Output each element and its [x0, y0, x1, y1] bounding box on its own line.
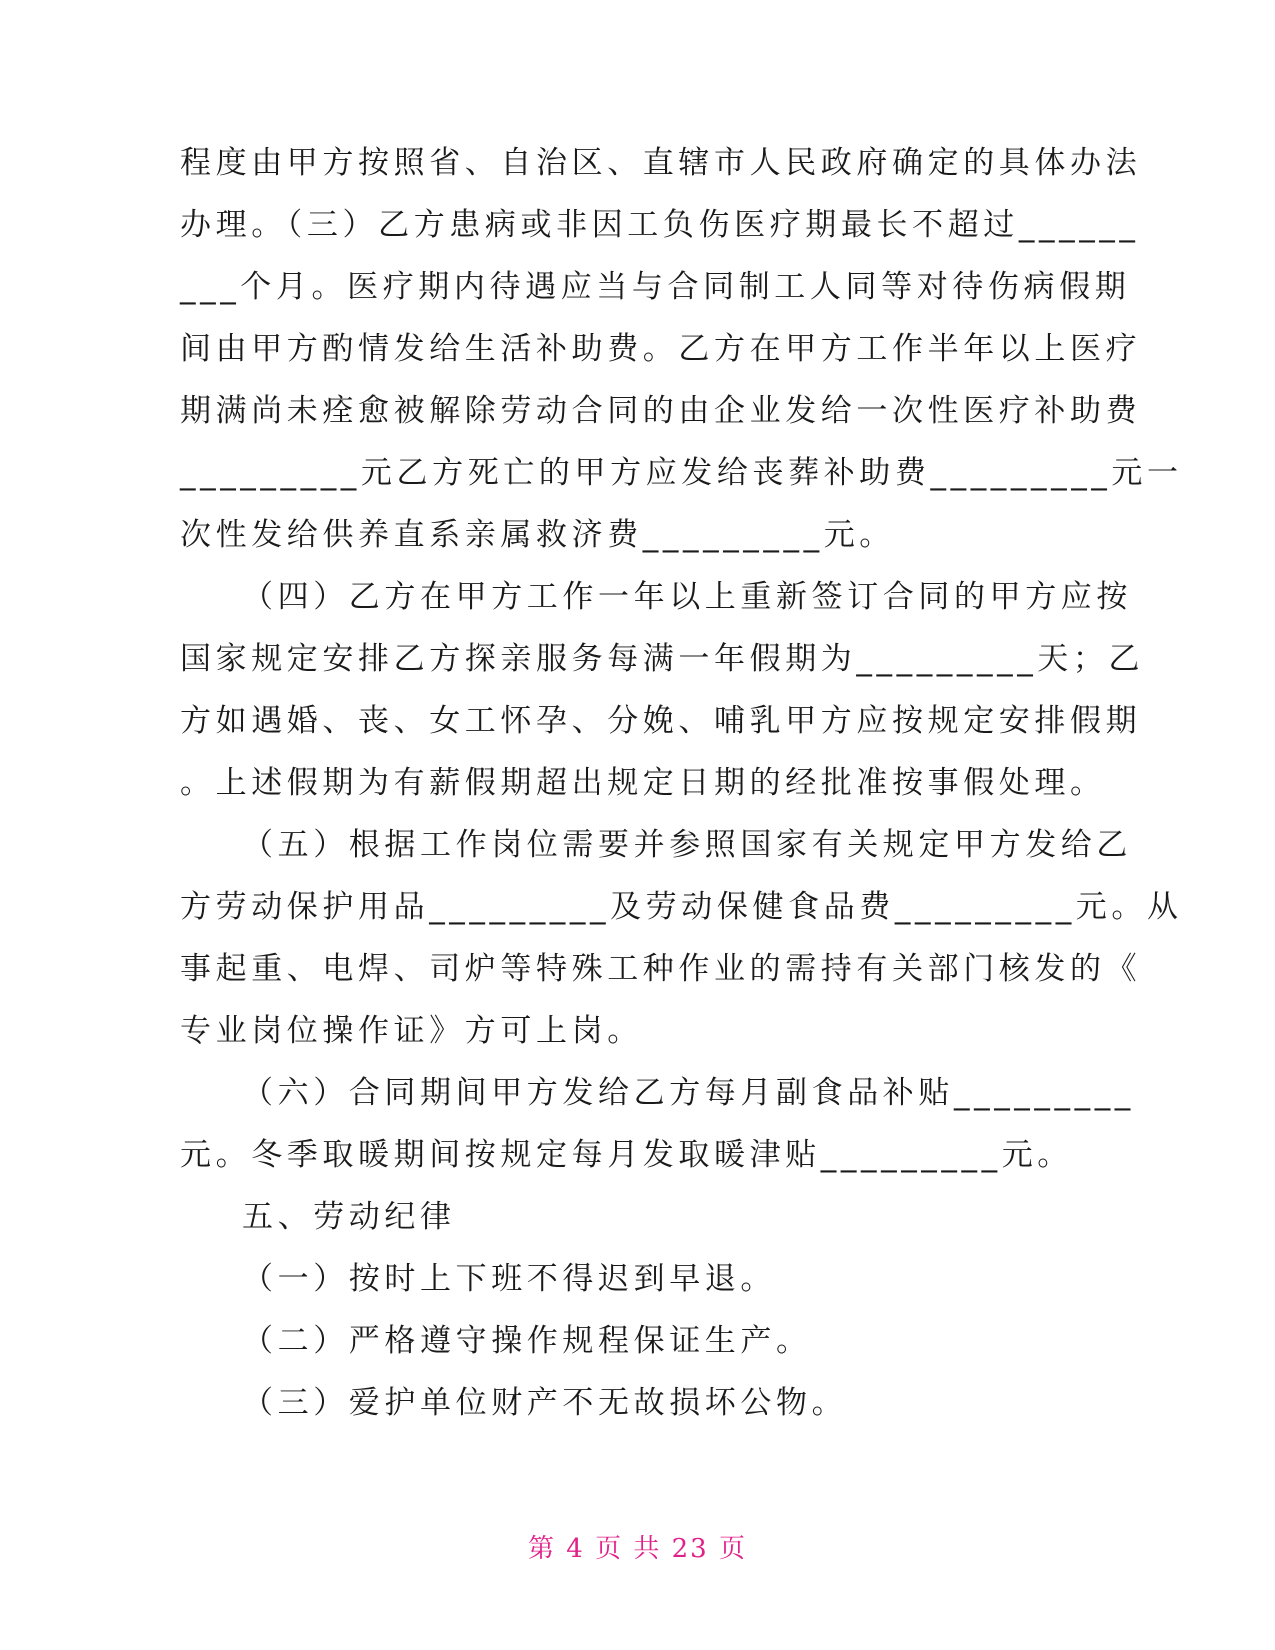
text-line: （一）按时上下班不得迟到早退。 [242, 1261, 776, 1297]
text-line: 国家规定安排乙方探亲服务每满一年假期为_________天；乙 [180, 641, 1145, 677]
text-line: 程度由甲方按照省、自治区、直辖市人民政府确定的具体办法 [180, 145, 1142, 181]
text-line: ___个月。医疗期内待遇应当与合同制工人同等对待伤病假期 [180, 269, 1131, 305]
page-indicator: 第 4 页 共 23 页 [528, 1534, 747, 1564]
text-line: （二）严格遵守操作规程保证生产。 [242, 1323, 812, 1359]
text-line: （五）根据工作岗位需要并参照国家有关规定甲方发给乙 [242, 827, 1132, 863]
text-line: 次性发给供养直系亲属救济费_________元。 [180, 517, 895, 553]
text-line: 方如遇婚、丧、女工怀孕、分娩、哺乳甲方应按规定安排假期 [180, 703, 1142, 739]
text-line: （四）乙方在甲方工作一年以上重新签订合同的甲方应按 [242, 579, 1132, 615]
section-heading: 五、劳动纪律 [242, 1199, 456, 1235]
text-line: 方劳动保护用品_________及劳动保健食品费_________元。从 [180, 889, 1183, 925]
text-line: 。上述假期为有薪假期超出规定日期的经批准按事假处理。 [180, 765, 1106, 801]
text-line: 办理。（三）乙方患病或非因工负伤医疗期最长不超过______ [180, 207, 1140, 243]
text-line: 间由甲方酌情发给生活补助费。乙方在甲方工作半年以上医疗 [180, 331, 1142, 367]
text-line: 事起重、电焊、司炉等特殊工种作业的需持有关部门核发的《 [180, 951, 1142, 987]
text-line: _________元乙方死亡的甲方应发给丧葬补助费_________元一 [180, 455, 1183, 491]
text-line: 期满尚未痊愈被解除劳动合同的由企业发给一次性医疗补助费 [180, 393, 1142, 429]
text-line: 元。冬季取暖期间按规定每月发取暖津贴_________元。 [180, 1137, 1073, 1173]
text-line: 专业岗位操作证》方可上岗。 [180, 1013, 643, 1049]
text-line: （三）爱护单位财产不无故损坏公物。 [242, 1385, 848, 1421]
text-line: （六）合同期间甲方发给乙方每月副食品补贴_________ [242, 1075, 1135, 1111]
